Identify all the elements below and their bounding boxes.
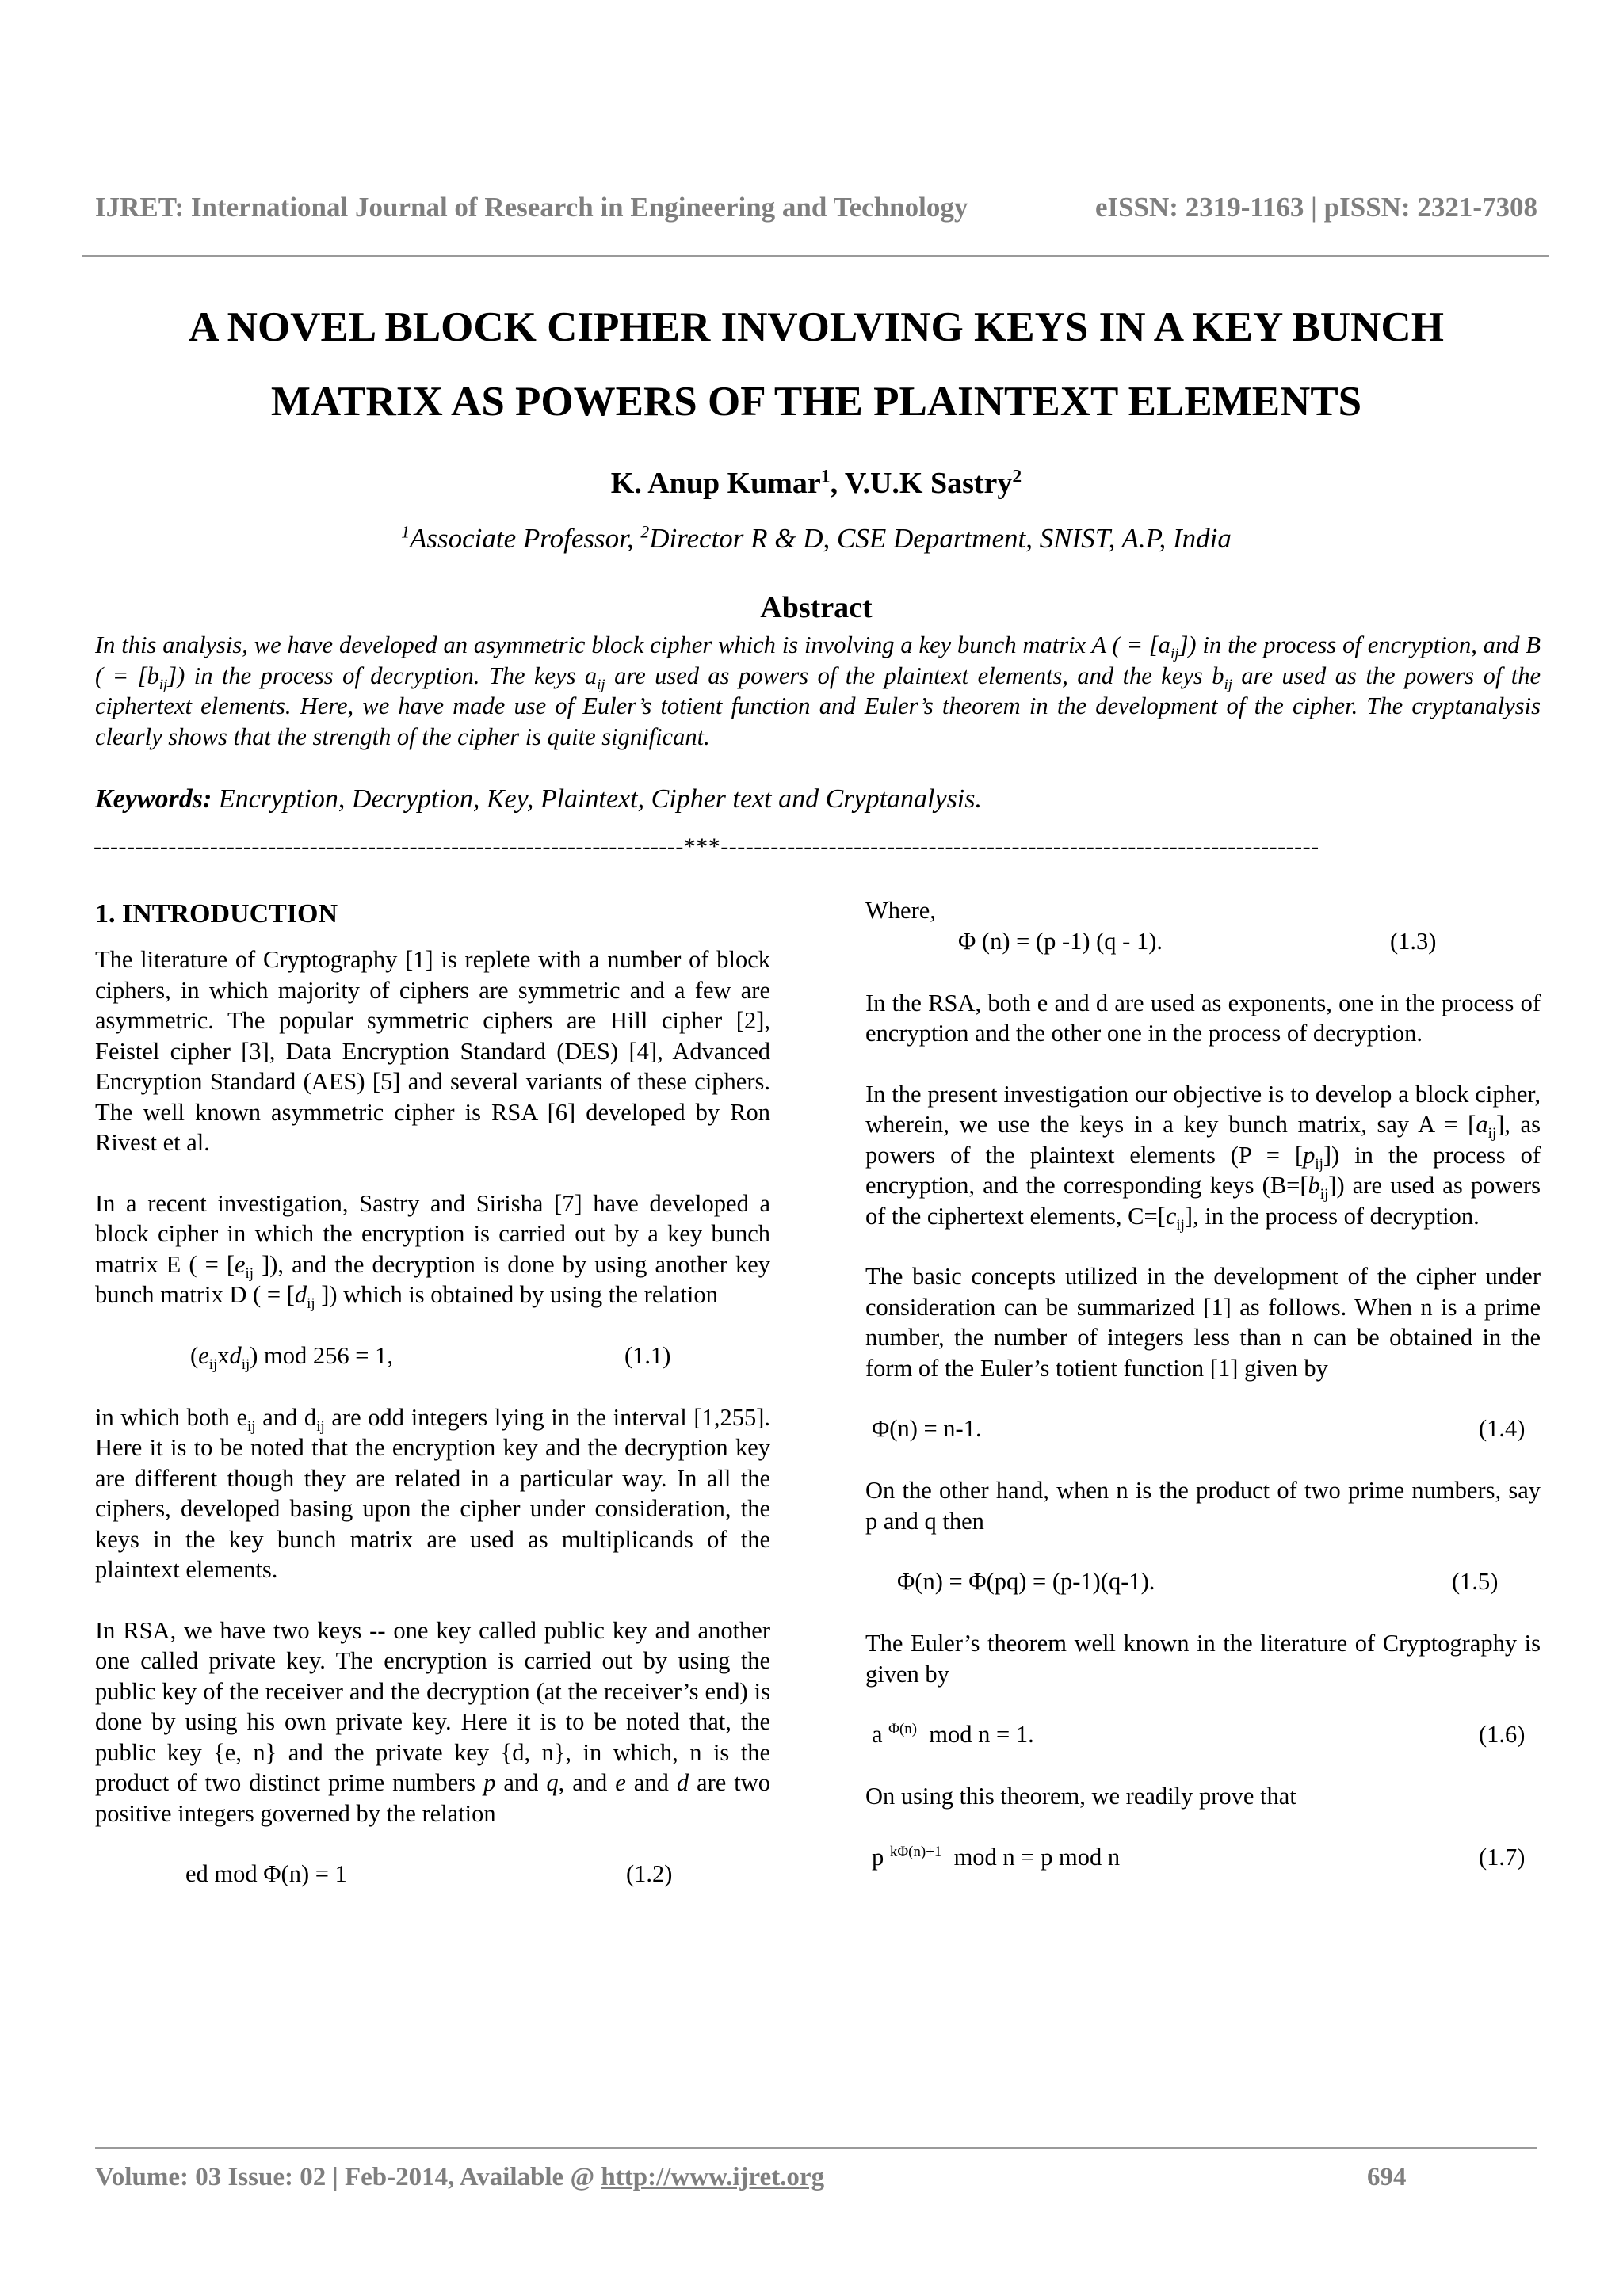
abstract-part: In this analysis, we have developed an asymmetric block cipher which is involving a key bunch matrix A ( = [a xyxy=(95,631,1171,658)
math-var: d xyxy=(676,1769,689,1796)
abstract-part: are used as the powers of the ciphertext elements. Here, we have made use of Euler’s totient function and Euler’s theorem in the development of the cipher. The cryptanalysis clearly shows that the strength of the cipher is quite significant. xyxy=(95,662,1541,750)
text-part: are two positive integers governed by the relation xyxy=(95,1769,771,1827)
subscript: ij xyxy=(307,1295,315,1313)
affil-mark-2: 2 xyxy=(640,522,650,542)
equation-number: (1.1) xyxy=(624,1341,671,1369)
text-part: and d xyxy=(255,1403,317,1431)
text-part: are odd integers lying in the interval [1,255]. Here it is to be noted that the encryption key and the decryption key are different though they are related in a particular way. In all the ciphers, developed basing upon the cipher under consideration, the keys in the key bunch matrix are used as multiplicands of the plaintext elements. xyxy=(95,1403,770,1583)
math-var: e xyxy=(234,1250,246,1278)
abstract-part: are used as powers of the plaintext elements, and the keys b xyxy=(605,662,1224,689)
paper-title xyxy=(95,290,1537,439)
author-list xyxy=(95,466,1537,501)
subscript: ij xyxy=(1487,1125,1497,1142)
author-1: K. Anup Kumar xyxy=(610,467,821,500)
text-part: , and xyxy=(558,1769,616,1796)
abstract-text xyxy=(95,630,1541,752)
right-paragraph-2 xyxy=(865,1079,1541,1232)
equation-1-2 xyxy=(95,1859,770,1890)
math-var: c xyxy=(1165,1202,1177,1230)
author-separator: , xyxy=(830,467,845,500)
intro-paragraph-1: The literature of Cryptography [1] is replete with a number of block ciphers, in which majority of ciphers are symmetric and a few are asymmetric. The popular symmetric ciphers are Hill cipher [2], Feistel cipher [3], Data Encryption Standard (DES) [4], Advanced Encryption Standard (AES) [5] and several variants of these ciphers. The well known asymmetric cipher is RSA [6] developed by Ron Rivest et al. xyxy=(95,946,770,1156)
author-2: V.U.K Sastry xyxy=(844,467,1013,500)
affil-text-2: Director R & D, CSE Department, SNIST, A.P, India xyxy=(649,523,1232,554)
math-var: p xyxy=(1303,1141,1316,1169)
text-part: and xyxy=(495,1769,547,1796)
right-paragraph-4: On the other hand, when n is the product of two prime numbers, say p and q then xyxy=(865,1477,1541,1535)
subscript: ij xyxy=(247,1417,256,1435)
volume-info: Volume: 03 Issue: 02 | Feb-2014, Available @ xyxy=(95,2163,601,2191)
page-footer xyxy=(95,2163,1506,2192)
equation-body xyxy=(872,1842,1120,1873)
subscript: ij xyxy=(316,1417,325,1435)
math-var: q xyxy=(546,1769,559,1796)
math-var: p xyxy=(483,1769,496,1796)
text-part: ], as powers of the plaintext elements (P = [ xyxy=(865,1111,1541,1169)
keywords xyxy=(95,784,1541,814)
equation-number: (1.3) xyxy=(1390,927,1437,955)
math-var: e xyxy=(615,1769,626,1796)
equation-1-1 xyxy=(95,1341,770,1372)
equation-number: (1.4) xyxy=(1479,1415,1526,1442)
footer-divider xyxy=(95,2147,1537,2149)
eq-part: mod n = 1. xyxy=(929,1721,1034,1748)
subscript: ij xyxy=(1319,1186,1329,1203)
running-header xyxy=(95,192,1537,223)
right-column xyxy=(865,895,1541,1904)
math-var: a xyxy=(1476,1111,1488,1138)
issn-info: eISSN: 2319-1163 | pISSN: 2321-7308 xyxy=(1094,192,1537,223)
affil-text-1: Associate Professor, xyxy=(410,523,641,554)
equation-number: (1.7) xyxy=(1479,1843,1526,1871)
equation-1-5 xyxy=(865,1566,1541,1598)
text-part: ]), and the decryption is done by using another key bunch matrix D ( = [ xyxy=(95,1250,770,1308)
math-var: e xyxy=(198,1341,209,1369)
text-part: In RSA, we have two keys -- one key called public key and another one called private key. The encryption is carried out by using the public key of the receiver and the decryption (at the receiver’s end) is done by using his own private key. Here it is to be noted that, the public key {e, n} and the private key {d, n}, in which, n is the product of two distinct prime numbers xyxy=(95,1616,770,1796)
text-part: ]) are used as powers of the ciphertext elements, C=[ xyxy=(865,1172,1541,1230)
superscript: Φ(n) xyxy=(888,1720,918,1737)
math-var: b xyxy=(1308,1172,1320,1199)
equation-body: Φ(n) = n-1. xyxy=(872,1415,982,1442)
eq-part: ) mod 256 = 1, xyxy=(250,1341,393,1369)
text-part: ], in the process of decryption. xyxy=(1184,1202,1480,1230)
title-line-2: MATRIX AS POWERS OF THE PLAINTEXT ELEMENTS xyxy=(270,379,1362,425)
journal-name: IJRET: International Journal of Research in Engineering and Technology xyxy=(95,192,968,223)
right-paragraph-1: In the RSA, both e and d are used as exponents, one in the process of encryption and the other one in the process of decryption. xyxy=(865,989,1541,1047)
equation-number: (1.6) xyxy=(1479,1721,1526,1748)
right-paragraph-5: The Euler’s theorem well known in the literature of Cryptography is given by xyxy=(865,1630,1541,1688)
subscript: ij xyxy=(241,1356,250,1373)
subscript: ij xyxy=(245,1264,254,1282)
equation-1-6 xyxy=(865,1719,1541,1751)
author-1-mark: 1 xyxy=(820,466,831,487)
superscript: kΦ(n)+1 xyxy=(889,1843,942,1860)
equation-body xyxy=(190,1341,393,1371)
where-label: Where, xyxy=(865,897,936,924)
eq-part: a xyxy=(872,1721,883,1748)
subscript: ij xyxy=(1170,646,1179,663)
eq-part: p xyxy=(872,1843,884,1871)
affiliation xyxy=(95,523,1537,555)
keywords-label: Keywords: xyxy=(95,784,212,814)
header-divider xyxy=(82,255,1549,257)
intro-paragraph-2 xyxy=(95,1188,770,1313)
equation-body: Φ(n) = Φ(pq) = (p-1)(q-1). xyxy=(897,1568,1155,1595)
right-paragraph-3: The basic concepts utilized in the development of the cipher under consideration can be summarized [1] as follows. When n is a prime number, the number of integers less than n can be obtained in the form of the Euler’s totient function [1] given by xyxy=(865,1263,1541,1382)
author-2-mark: 2 xyxy=(1012,466,1022,487)
subscript: ij xyxy=(208,1356,218,1373)
section-heading-introduction: 1. INTRODUCTION xyxy=(95,899,338,929)
equation-body xyxy=(872,1719,1034,1750)
intro-paragraph-3 xyxy=(95,1402,770,1585)
equation-1-4 xyxy=(865,1413,1541,1445)
journal-link[interactable]: http://www.ijret.org xyxy=(601,2163,825,2191)
equation-body: Φ (n) = (p -1) (q - 1). xyxy=(958,927,1163,955)
text-part: ]) which is obtained by using the relation xyxy=(315,1281,718,1308)
text-part: In a recent investigation, Sastry and Sirisha [7] have developed a block cipher in which the encryption is carried out by a key bunch matrix E ( = [ xyxy=(95,1189,770,1278)
subscript: ij xyxy=(1176,1216,1185,1234)
subscript: ij xyxy=(1315,1155,1323,1173)
eq-part: mod n = p mod n xyxy=(953,1843,1121,1871)
abstract-part: ]) in the process of encryption, and B ( = [b xyxy=(95,631,1541,689)
equation-number: (1.5) xyxy=(1452,1568,1499,1595)
subscript: ij xyxy=(158,676,168,693)
eq-part: ( xyxy=(190,1341,199,1369)
subscript: ij xyxy=(1224,676,1232,693)
equation-number: (1.2) xyxy=(626,1860,673,1887)
title-line-1: A NOVEL BLOCK CIPHER INVOLVING KEYS IN A KEY BUNCH xyxy=(189,304,1444,350)
text-part: In the present investigation our objective is to develop a block cipher, wherein, we use the keys in a key bunch matrix, say A = [ xyxy=(865,1080,1541,1138)
text-part: and xyxy=(625,1769,677,1796)
affil-mark-1: 1 xyxy=(401,522,410,542)
eq-part: x xyxy=(217,1341,230,1369)
equation-body: ed mod Φ(n) = 1 xyxy=(185,1860,347,1887)
text-part: ]) in the process of encryption, and the corresponding keys (B=[ xyxy=(865,1141,1541,1199)
abstract-part: ]) in the process of decryption. The keys a xyxy=(167,662,598,689)
page-number: 694 xyxy=(1367,2163,1407,2191)
math-var: d xyxy=(229,1341,242,1369)
intro-paragraph-4 xyxy=(95,1615,770,1829)
text-part: in which both e xyxy=(95,1403,248,1431)
abstract-heading: Abstract xyxy=(760,591,873,624)
left-column xyxy=(95,895,770,1920)
keywords-text: Encryption, Decryption, Key, Plaintext, Cipher text and Cryptanalysis. xyxy=(212,784,982,814)
section-separator: -----------------------------------------------------------------------***------------------------------------------------------------------------ xyxy=(94,833,1319,860)
subscript: ij xyxy=(597,676,605,693)
equation-1-7 xyxy=(865,1842,1541,1874)
right-paragraph-6: On using this theorem, we readily prove that xyxy=(865,1783,1296,1810)
math-var: d xyxy=(294,1281,307,1308)
equation-1-3 xyxy=(865,926,1541,958)
